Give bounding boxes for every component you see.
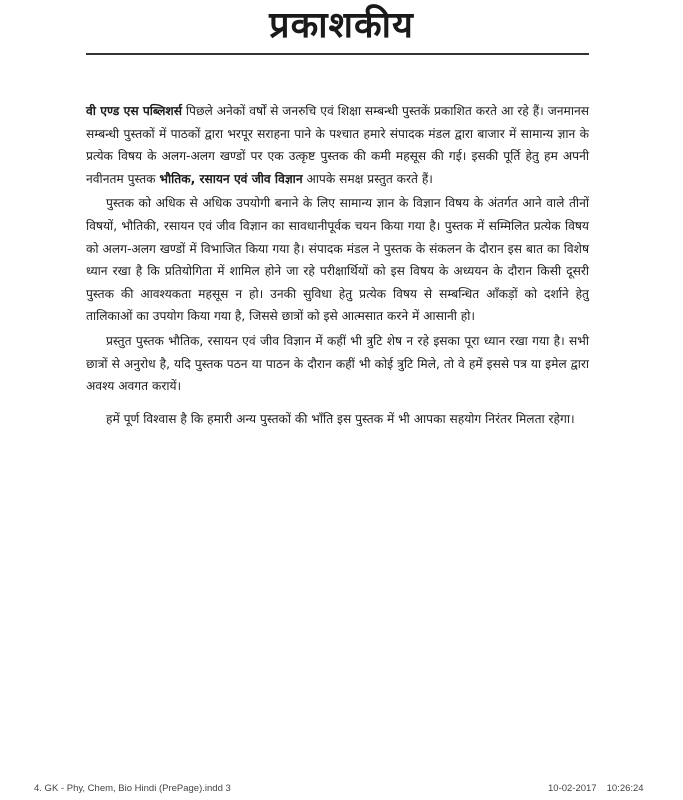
page-title: प्रकाशकीय (269, 5, 414, 46)
footer-time: 10:26:24 (606, 783, 644, 794)
paragraph-2: पुस्तक को अधिक से अधिक उपयोगी बनाने के लिए सामान्य ज्ञान के विज्ञान विषय के अंतर्गत आने वाले तीनों विषयों, भौतिकी, रसायन एवं जीव विज्ञान का सावधानीपूर्वक चयन किया गया है। पुस्तक में सम्मिलित प्रत्येक विषय को अलग-अलग खण्डों में विभाजित किया गया है। संपादक मंडल ने पुस्तक के संकलन के दौरान इस बात का विशेष ध्यान रखा है कि प्रतियोगिता में शामिल होने जा रहे परीक्षार्थियों को इस विषय के अध्ययन के दौरान किसी दूसरी पुस्तक की आवश्यकता महसूस न हो। उनकी सुविधा हेतु प्रत्येक विषय से सम्बन्धित आँकड़ों को दर्शाने हेतु तालिकाओं का उपयोग किया गया है, जिससे छात्रों को इसे आत्मसात करने में आसानी हो। (86, 196, 589, 324)
book-title: भौतिक, रसायन एवं जीव विज्ञान (159, 171, 303, 186)
title-divider (86, 53, 589, 55)
footer-timestamp (548, 783, 644, 794)
paragraph-3: प्रस्तुत पुस्तक भौतिक, रसायन एवं जीव विज्ञान में कहीं भी त्रुटि शेष न रहे इसका पूरा ध्यान रखा गया है। सभी छात्रों से अनुरोध है, यदि पुस्तक पठन या पाठन के दौरान कहीं भी कोई त्रुटि मिले, तो वे हमें इससे पत्र या इमेल द्वारा अवश्य अवगत करायें। (86, 333, 589, 394)
footer-file-info: 4. GK - Phy, Chem, Bio Hindi (PrePage).indd 3 (34, 783, 231, 794)
publisher-name: वी एण्ड एस पब्लिशर्स (86, 104, 182, 118)
paragraph-1 (86, 100, 589, 190)
paragraph-4: हमें पूर्ण विश्वास है कि हमारी अन्य पुस्तकों की भाँति इस पुस्तक में भी आपका सहयोग निरंतर मिलता रहेगा। (106, 411, 575, 426)
preface-body (86, 100, 589, 430)
paragraph-1-text-b: आपके समक्ष प्रस्तुत करते हैं। (302, 171, 433, 186)
footer-date: 10-02-2017 (548, 783, 597, 794)
paragraph-1-text-a: पिछले अनेकों वर्षों से जनरुचि एवं शिक्षा सम्बन्धी पुस्तकें प्रकाशित करते आ रहे हैं। जनमानस सम्बन्धी पुस्तकों में पाठकों द्वारा भरपूर सराहना पाने के पश्चात हमारे संपादक मंडल द्वारा बाजार में सामान्य ज्ञान के प्रत्येक विषय के अलग-अलग खण्डों पर एक उत्कृष्ट पुस्तक की कमी महसूस की गई। इसकी पूर्ति हेतु हम अपनी नवीनतम पुस्तक (86, 104, 589, 186)
